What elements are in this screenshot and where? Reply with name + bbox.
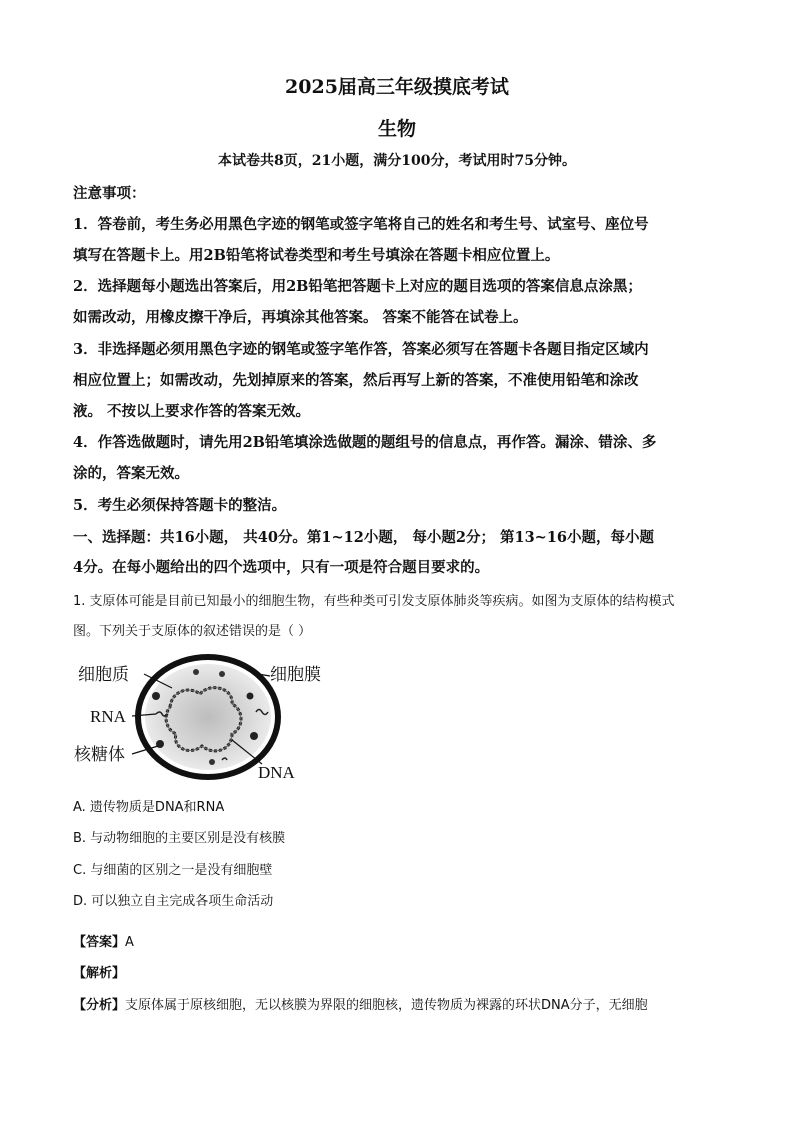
instructions-heading: 注意事项： bbox=[73, 185, 146, 202]
answer-line bbox=[73, 931, 134, 950]
instruction-line: 1．答卷前，考生务必用黑色字迹的钢笔或签字笔将自己的姓名和考生号、试室号、座位号 bbox=[73, 216, 649, 233]
option-c: C. 与细菌的区别之一是没有细胞壁 bbox=[73, 863, 273, 878]
label-ribosome: 核糖体 bbox=[74, 745, 125, 764]
answer-value: A bbox=[125, 935, 134, 950]
question-stem: 图。下列关于支原体的叙述错误的是（ ） bbox=[73, 624, 312, 639]
ribosome-dot bbox=[209, 759, 215, 765]
instruction-line: 2．选择题每小题选出答案后，用2B铅笔把答题卡上对应的题目选项的答案信息点涂黑； bbox=[73, 278, 642, 295]
instruction-line: 4．作答选做题时，请先用2B铅笔填涂选做题的题组号的信息点，再作答。漏涂、错涂、多 bbox=[73, 434, 657, 451]
analysis-text: 支原体属于原核细胞，无以核膜为界限的细胞核，遗传物质为裸露的环状DNA分子，无细胞 bbox=[125, 998, 648, 1013]
ribosome-dot bbox=[219, 671, 225, 677]
instruction-line: 填写在答题卡上。用2B铅笔将试卷类型和考生号填涂在答题卡相应位置上。 bbox=[73, 247, 560, 264]
page-title: 2025届高三年级摸底考试 bbox=[285, 76, 509, 98]
instruction-line: 5．考生必须保持答题卡的整洁。 bbox=[73, 497, 287, 514]
instruction-line: 相应位置上；如需改动，先划掉原来的答案，然后再写上新的答案，不准使用铅笔和涂改 bbox=[73, 372, 639, 389]
label-dna: DNA bbox=[258, 763, 295, 782]
ribosome-dot bbox=[193, 669, 199, 675]
instruction-line: 如需改动，用橡皮擦干净后，再填涂其他答案。 答案不能答在试卷上。 bbox=[73, 309, 528, 326]
mycoplasma-figure bbox=[72, 652, 334, 782]
section-line: 4分。在每小题给出的四个选项中，只有一项是符合题目要求的。 bbox=[73, 559, 490, 576]
option-a: A. 遗传物质是DNA和RNA bbox=[73, 800, 225, 815]
exam-note: 本试卷共8页，21小题，满分100分，考试用时75分钟。 bbox=[218, 153, 576, 169]
option-b: B. 与动物细胞的主要区别是没有核膜 bbox=[73, 831, 286, 846]
analysis-sub-tag: 【分析】 bbox=[73, 998, 126, 1013]
ribosome-dot bbox=[247, 693, 254, 700]
ribosome-dot bbox=[152, 692, 160, 700]
analysis-line bbox=[73, 994, 648, 1013]
label-cytoplasm: 细胞质 bbox=[78, 665, 129, 684]
instruction-line: 涂的，答案无效。 bbox=[73, 465, 189, 482]
instruction-line: 液。 不按以上要求作答的答案无效。 bbox=[73, 403, 311, 420]
ribosome-dot bbox=[250, 732, 258, 740]
instruction-line: 3．非选择题必须用黑色字迹的钢笔或签字笔作答，答案必须写在答题卡各题目指定区域内 bbox=[73, 341, 649, 358]
question-stem: 1. 支原体可能是目前已知最小的细胞生物，有些种类可引发支原体肺炎等疾病。如图为支原体的结构模式 bbox=[73, 594, 675, 609]
answer-tag: 【答案】 bbox=[73, 935, 126, 950]
section-line: 一、选择题：共16小题， 共40分。第1~12小题， 每小题2分； 第13~16小题，每小题 bbox=[73, 529, 655, 546]
analysis-tag: 【解析】 bbox=[73, 966, 126, 981]
subject-title: 生物 bbox=[377, 118, 416, 140]
label-rna: RNA bbox=[90, 707, 126, 726]
cytoplasm-shape bbox=[145, 664, 271, 770]
label-membrane: 细胞膜 bbox=[270, 665, 321, 684]
option-d: D. 可以独立自主完成各项生命活动 bbox=[73, 894, 274, 909]
